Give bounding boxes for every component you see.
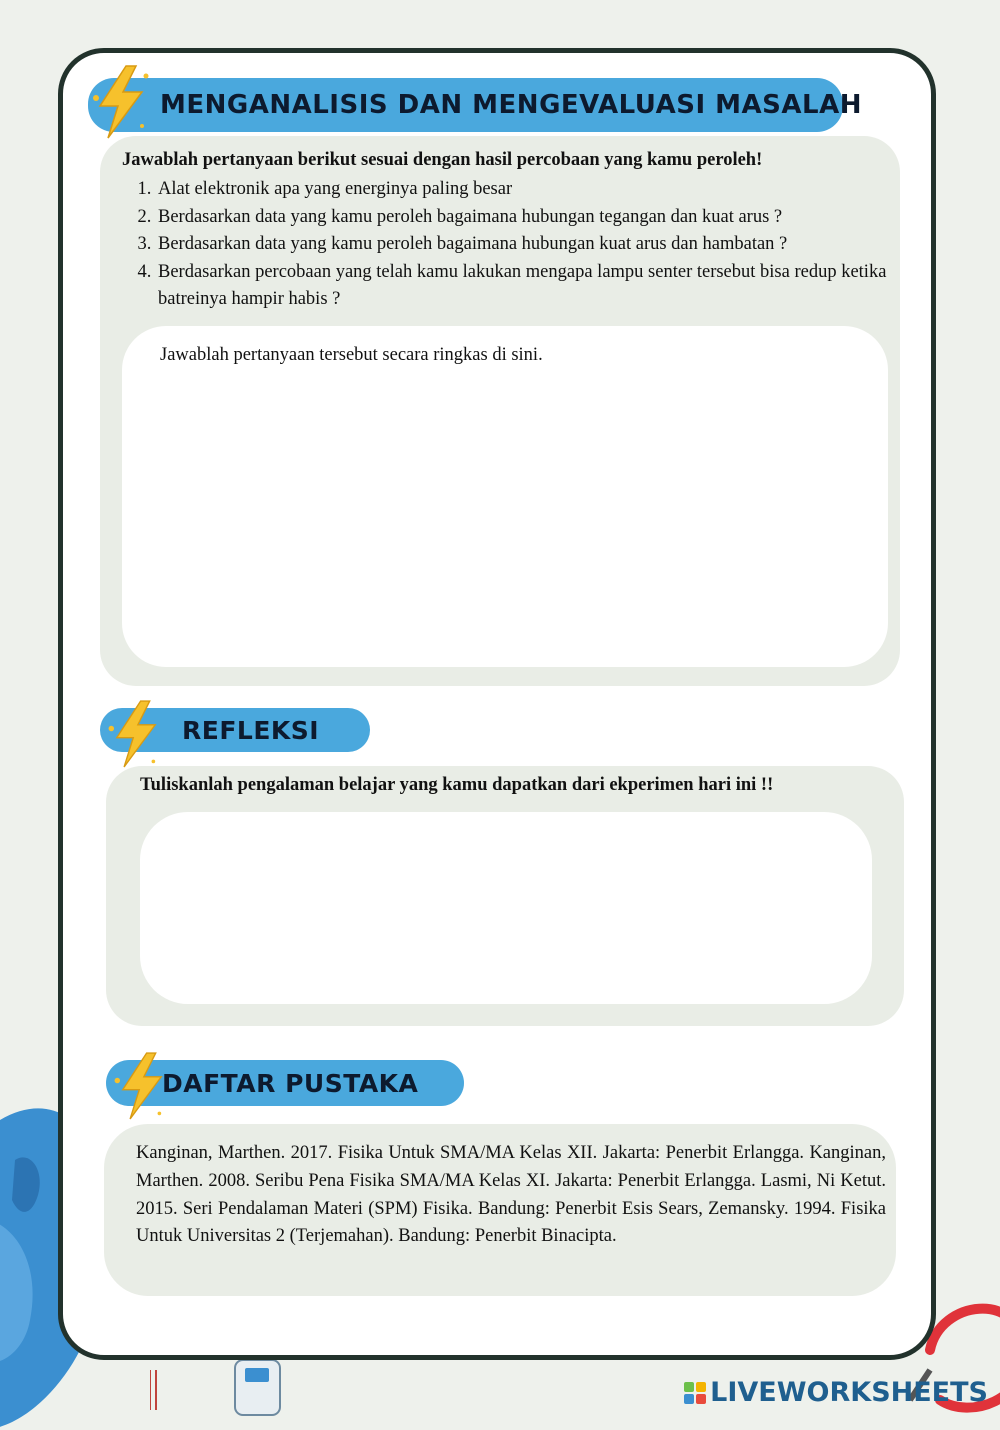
watermark-text: LIVEWORKSHEETS (710, 1377, 988, 1408)
section-banner-analysis (88, 78, 862, 132)
section-title-reflection: REFLEKSI (182, 715, 320, 745)
reflection-textarea[interactable] (140, 812, 872, 1004)
question-item: 1. Alat elektronik apa yang energinya paling besar (156, 176, 896, 204)
lightning-bolt-icon (110, 1046, 174, 1126)
answer-textarea[interactable] (122, 326, 888, 667)
question-item: 2. Berdasarkan data yang kamu peroleh bagaimana hubungan tegangan dan kuat arus ? (156, 204, 896, 232)
decorative-device (150, 1360, 300, 1420)
analysis-instruction: Jawablah pertanyaan berikut sesuai dengan hasil percobaan yang kamu peroleh! (122, 150, 763, 170)
liveworksheets-watermark[interactable] (684, 1377, 988, 1408)
question-item: 4. Berdasarkan percobaan yang telah kamu lakukan mengapa lampu senter tersebut bisa redup ketika batreinya hampir habis ? (156, 259, 896, 314)
section-title-references: DAFTAR PUSTAKA (162, 1068, 419, 1098)
answer-placeholder: Jawablah pertanyaan tersebut secara ringkas di sini. (160, 345, 543, 365)
references-text: Kanginan, Marthen. 2017. Fisika Untuk SMA/MA Kelas XII. Jakarta: Penerbit Erlangga. Kanginan, Marthen. 2008. Seribu Pena Fisika SMA/MA Kelas XI. Jakarta: Penerbit Erlangga. Lasmi, Ni Ketut. 2015. Seri Pendalaman Materi (SPM) Fisika. Bandung: Penerbit Esis Sears, Zemansky. 1994. Fisika Untuk Universitas 2 (Terjemahan). Bandung: Penerbit Binacipta. (136, 1143, 886, 1247)
lightning-bolt-icon (86, 62, 156, 142)
reflection-instruction: Tuliskanlah pengalaman belajar yang kamu dapatkan dari ekperimen hari ini !! (140, 775, 774, 795)
lightning-bolt-icon (104, 694, 168, 774)
question-list (134, 176, 896, 314)
liveworksheets-logo-icon (684, 1382, 706, 1404)
question-item: 3. Berdasarkan data yang kamu peroleh bagaimana hubungan kuat arus dan hambatan ? (156, 231, 896, 259)
section-title-analysis: MENGANALISIS DAN MENGEVALUASI MASALAH (160, 90, 862, 120)
